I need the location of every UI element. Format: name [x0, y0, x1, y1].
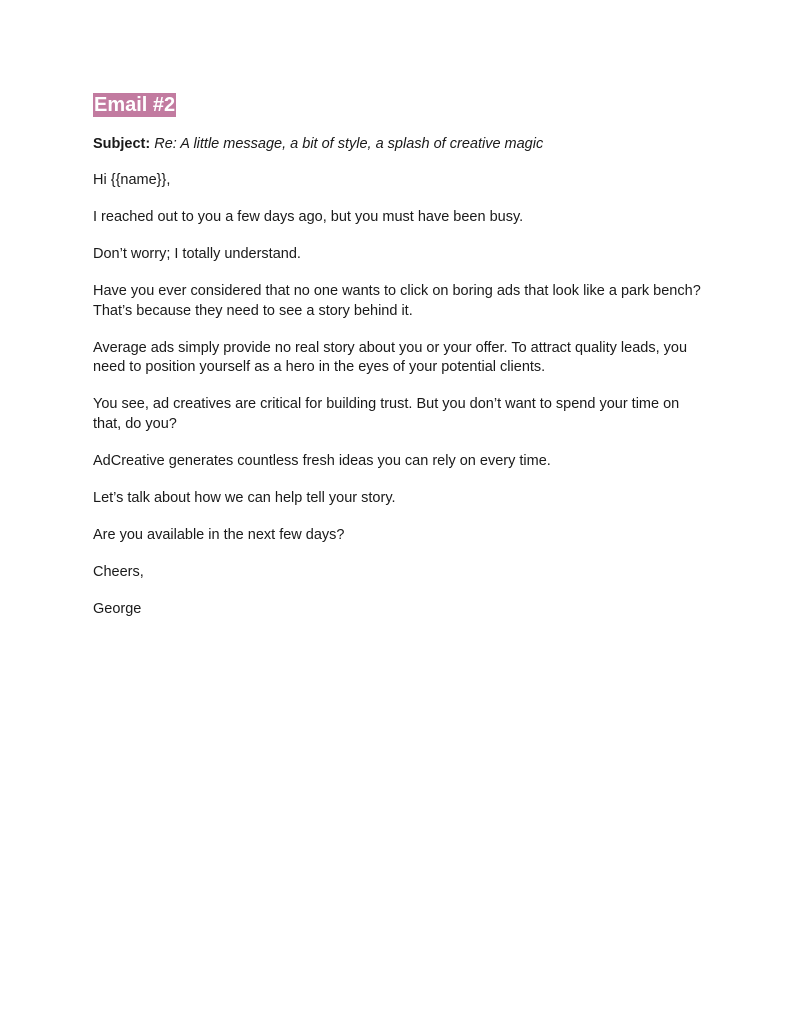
body-paragraph: AdCreative generates countless fresh ideas you can rely on every time. [93, 452, 551, 469]
email-heading: Email #2 [94, 94, 176, 116]
sign-off: Cheers, [93, 563, 144, 580]
signature-name: George [93, 600, 142, 617]
email-document [93, 93, 703, 637]
subject-label: Subject: [93, 136, 151, 152]
body-paragraph: You see, ad creatives are critical for building trust. But you don’t want to spend your time on that, do you? [93, 396, 680, 432]
body-paragraph: Have you ever considered that no one wants to click on boring ads that look like a park bench? That’s because they need to see a story behind it. [93, 283, 701, 319]
greeting: Hi {{name}}, [93, 172, 171, 188]
subject-line [93, 134, 703, 154]
body-paragraph: Don’t worry; I totally understand. [93, 246, 301, 262]
body-paragraph: I reached out to you a few days ago, but you must have been busy. [93, 209, 524, 225]
body-paragraph: Are you available in the next few days? [93, 526, 345, 543]
body-paragraph: Let’s talk about how we can help tell your story. [93, 489, 396, 506]
subject-text: Re: A little message, a bit of style, a splash of creative magic [154, 136, 544, 152]
body-paragraph: Average ads simply provide no real story about you or your offer. To attract quality leads, you need to position yourself as a hero in the eyes of your potential clients. [93, 339, 688, 375]
